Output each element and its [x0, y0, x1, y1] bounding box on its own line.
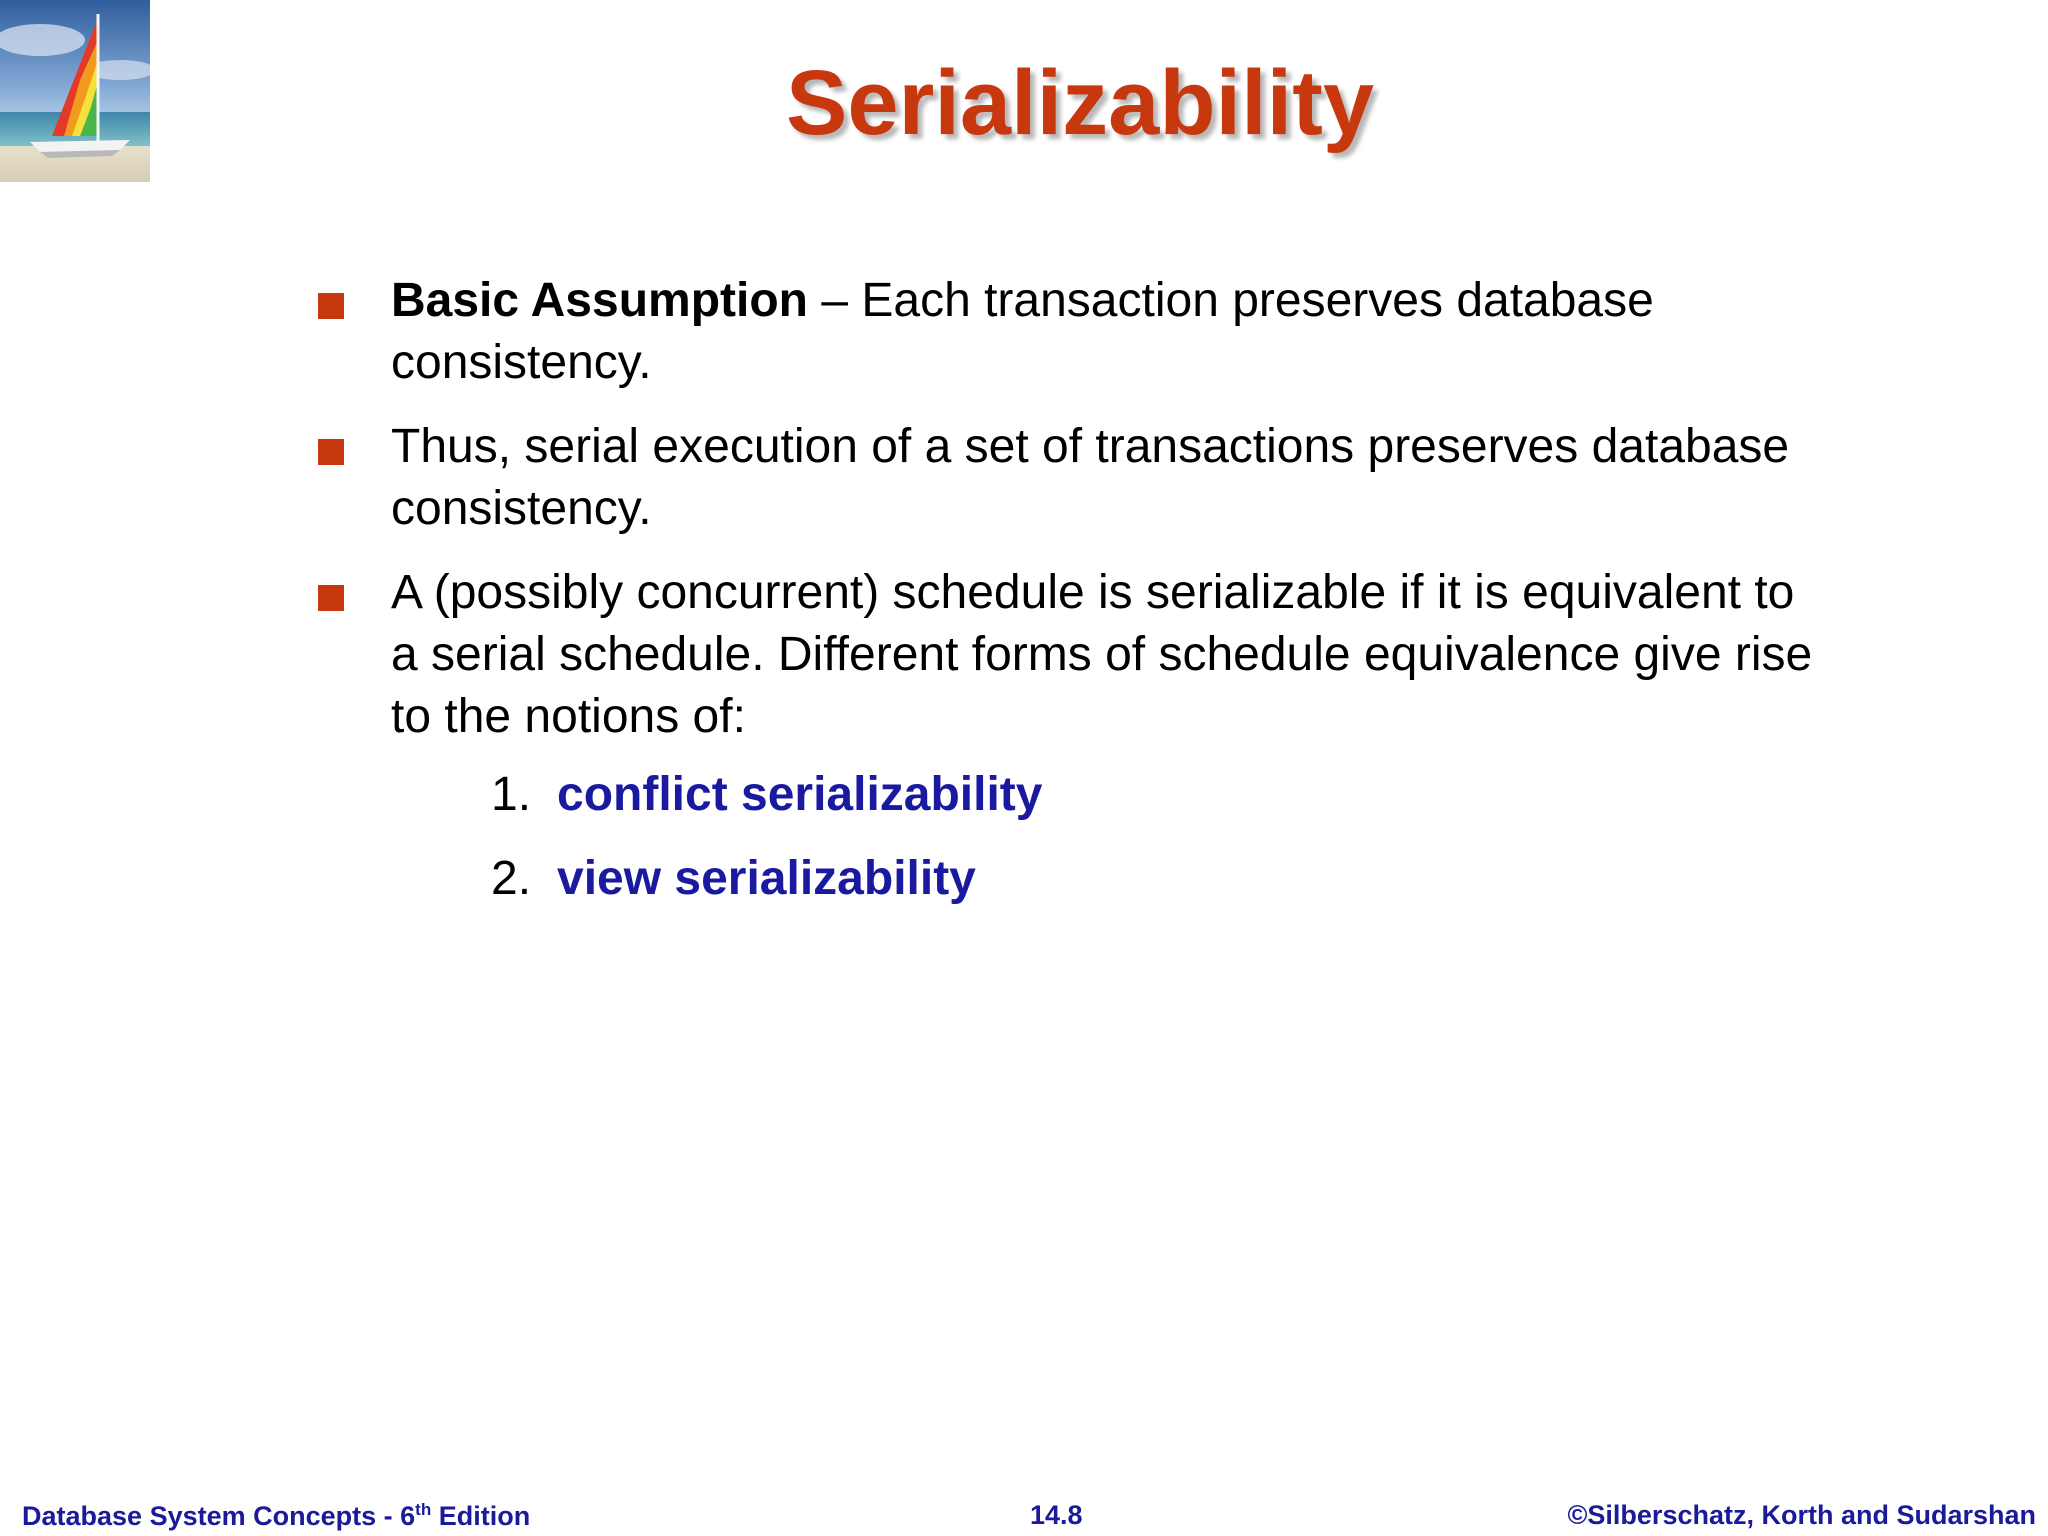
- bullet-basic-assumption: [315, 270, 1815, 394]
- list-number: 1.: [491, 768, 532, 821]
- bullet-text: Thus, serial execution of a set of transactions preserves database consistency.: [391, 420, 1790, 535]
- footer-book-title-prefix: Database System Concepts - 6: [22, 1501, 416, 1531]
- footer-book-title: [22, 1500, 530, 1532]
- bullet-serial-execution: [315, 416, 1815, 540]
- slide-content: [315, 270, 1815, 932]
- list-item: [491, 764, 1815, 826]
- square-bullet-icon: [318, 585, 344, 611]
- square-bullet-icon: [318, 439, 344, 465]
- bullet-text: – Each transaction preserves database consistency.: [391, 274, 1654, 389]
- slide-title: Serializability: [785, 52, 1375, 154]
- list-item-text: view serializability: [557, 852, 976, 905]
- list-number: 2.: [491, 852, 532, 905]
- footer-copyright: ©Silberschatz, Korth and Sudarshan: [1567, 1500, 2036, 1530]
- list-item: [491, 848, 1815, 910]
- bullet-bold-term: Basic Assumption: [391, 274, 808, 327]
- square-bullet-icon: [318, 293, 344, 319]
- list-item-text: conflict serializability: [557, 768, 1043, 821]
- footer-edition-sup: th: [415, 1500, 432, 1519]
- notions-list: [391, 764, 1815, 910]
- footer-book-title-suffix: Edition: [431, 1501, 531, 1531]
- bullet-serializable-definition: [315, 562, 1815, 910]
- bullet-text: A (possibly concurrent) schedule is serializable if it is equivalent to a serial schedule. Different forms of schedule equivalence give rise to the notions of:: [391, 566, 1813, 743]
- footer-slide-number: 14.8: [1030, 1500, 1083, 1530]
